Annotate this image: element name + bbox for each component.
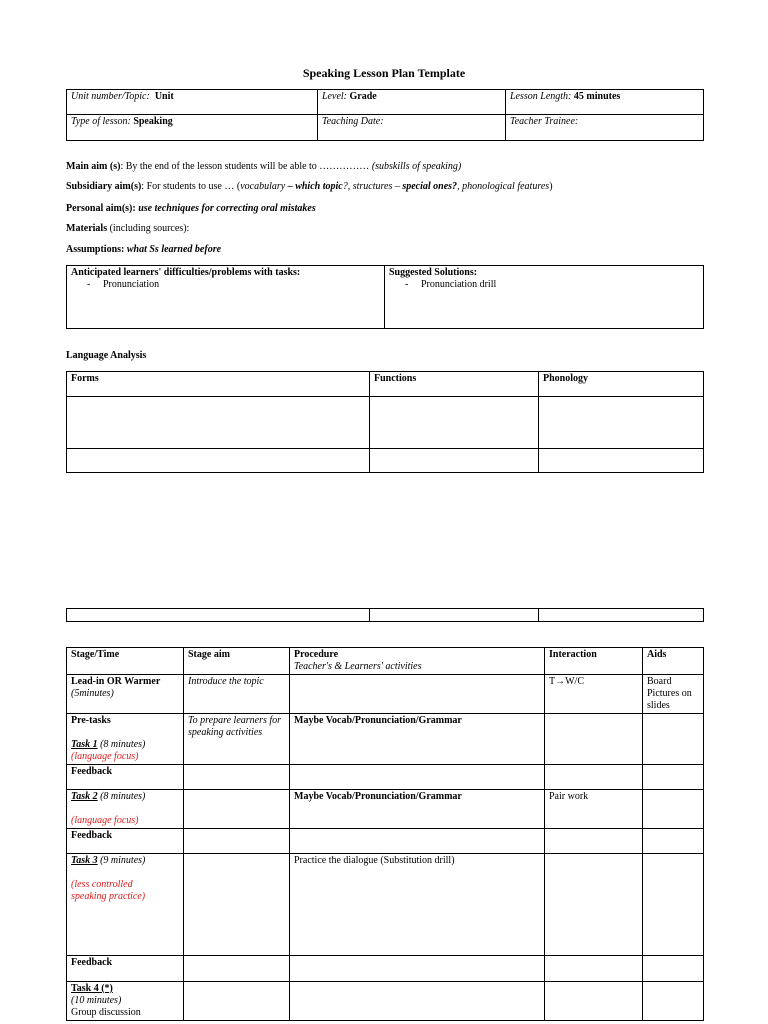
language-analysis-continuation — [66, 608, 704, 622]
feedback-stage[interactable]: Feedback — [67, 829, 184, 854]
table-row — [67, 765, 704, 790]
interaction-header: Interaction — [545, 648, 643, 675]
feedback-interaction[interactable] — [545, 765, 643, 790]
language-analysis-table — [66, 371, 704, 473]
unit-cell[interactable]: Unit number/Topic: Unit — [67, 90, 318, 115]
leadin-procedure[interactable] — [290, 675, 545, 714]
stage-time-header: Stage/Time — [67, 648, 184, 675]
table-row — [67, 829, 704, 854]
pretasks-interaction[interactable] — [545, 714, 643, 765]
length-cell[interactable]: Lesson Length: 45 minutes — [506, 90, 704, 115]
phonology-cell[interactable] — [539, 449, 704, 473]
feedback-stage[interactable]: Feedback — [67, 765, 184, 790]
header-table — [66, 89, 704, 141]
feedback-procedure[interactable] — [290, 956, 545, 982]
forms-header: Forms — [67, 372, 370, 397]
leadin-aim[interactable]: Introduce the topic — [184, 675, 290, 714]
task4-procedure[interactable] — [290, 982, 545, 1021]
feedback-aids[interactable] — [643, 956, 704, 982]
task4-aids[interactable] — [643, 982, 704, 1021]
functions-cell[interactable] — [370, 449, 539, 473]
task2-stage[interactable]: Task 2 (8 minutes) (language focus) — [67, 790, 184, 829]
main-aim: Main aim (s): By the end of the lesson students will be able to …………… (subskills of speaking) — [66, 161, 462, 172]
task2-aids[interactable] — [643, 790, 704, 829]
task3-interaction[interactable] — [545, 854, 643, 956]
procedure-header: Procedure Teacher's & Learners' activities — [290, 648, 545, 675]
table-row — [67, 675, 704, 714]
task4-aim[interactable] — [184, 982, 290, 1021]
solution-item: - Pronunciation drill — [403, 279, 699, 291]
table-row — [67, 982, 704, 1021]
leadin-interaction[interactable]: T→W/C — [545, 675, 643, 714]
feedback-stage[interactable]: Feedback — [67, 956, 184, 982]
task3-stage[interactable]: Task 3 (9 minutes) (less controlled speaking practice) — [67, 854, 184, 956]
table-row — [67, 854, 704, 956]
type-cell[interactable]: Type of lesson: Speaking — [67, 115, 318, 141]
feedback-interaction[interactable] — [545, 829, 643, 854]
feedback-aids[interactable] — [643, 829, 704, 854]
pretasks-aids[interactable] — [643, 714, 704, 765]
task2-aim[interactable] — [184, 790, 290, 829]
feedback-procedure[interactable] — [290, 829, 545, 854]
phonology-header: Phonology — [539, 372, 704, 397]
pretasks-stage[interactable]: Pre-tasks Task 1 (8 minutes) (language focus) — [67, 714, 184, 765]
feedback-procedure[interactable] — [290, 765, 545, 790]
forms-cell[interactable] — [67, 397, 370, 449]
feedback-aim[interactable] — [184, 765, 290, 790]
task3-aim[interactable] — [184, 854, 290, 956]
feedback-aids[interactable] — [643, 765, 704, 790]
phonology-cell[interactable] — [539, 609, 704, 622]
difficulties-table — [66, 265, 704, 329]
aids-header: Aids — [643, 648, 704, 675]
task2-procedure[interactable]: Maybe Vocab/Pronunciation/Grammar — [290, 790, 545, 829]
functions-header: Functions — [370, 372, 539, 397]
assumptions: Assumptions: what Ss learned before — [66, 244, 222, 255]
language-analysis-heading: Language Analysis — [66, 350, 147, 361]
task4-interaction[interactable] — [545, 982, 643, 1021]
date-cell[interactable]: Teaching Date: — [318, 115, 506, 141]
leadin-stage[interactable]: Lead-in OR Warmer (5minutes) — [67, 675, 184, 714]
task3-procedure[interactable]: Practice the dialogue (Substitution drill) — [290, 854, 545, 956]
task2-interaction[interactable]: Pair work — [545, 790, 643, 829]
phonology-cell[interactable] — [539, 397, 704, 449]
forms-cell[interactable] — [67, 609, 370, 622]
task3-aids[interactable] — [643, 854, 704, 956]
feedback-aim[interactable] — [184, 956, 290, 982]
personal-aim: Personal aim(s): use techniques for correcting oral mistakes — [66, 203, 316, 214]
stages-table — [66, 647, 704, 1021]
stage-aim-header: Stage aim — [184, 648, 290, 675]
forms-cell[interactable] — [67, 449, 370, 473]
functions-cell[interactable] — [370, 609, 539, 622]
feedback-aim[interactable] — [184, 829, 290, 854]
feedback-interaction[interactable] — [545, 956, 643, 982]
table-row — [67, 714, 704, 765]
difficulty-item: - Pronunciation — [85, 279, 380, 291]
page-title: Speaking Lesson Plan Template — [302, 66, 466, 80]
subsidiary-aim: Subsidiary aim(s): For students to use … (vocabulary – which topic?, structures – special ones?, phonological features) — [66, 181, 553, 192]
pretasks-aim[interactable]: To prepare learners for speaking activities — [184, 714, 290, 765]
table-row — [67, 790, 704, 829]
trainee-cell[interactable]: Teacher Trainee: — [506, 115, 704, 141]
solutions-cell[interactable]: Suggested Solutions: - Pronunciation drill — [385, 266, 704, 329]
pretasks-procedure[interactable]: Maybe Vocab/Pronunciation/Grammar — [290, 714, 545, 765]
materials: Materials (including sources): — [66, 223, 190, 234]
level-cell[interactable]: Level: Grade — [318, 90, 506, 115]
leadin-aids[interactable]: Board Pictures on slides — [643, 675, 704, 714]
difficulties-cell[interactable]: Anticipated learners' difficulties/problems with tasks: - Pronunciation — [67, 266, 385, 329]
table-row — [67, 956, 704, 982]
task4-stage[interactable]: Task 4 (*) (10 minutes) Group discussion — [67, 982, 184, 1021]
functions-cell[interactable] — [370, 397, 539, 449]
